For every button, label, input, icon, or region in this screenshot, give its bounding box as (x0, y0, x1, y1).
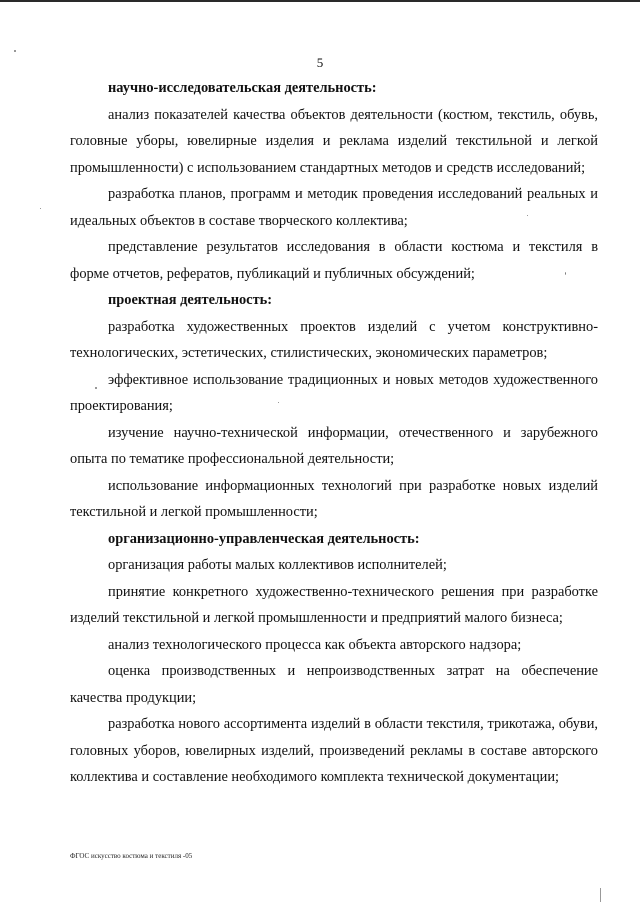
top-border-line (0, 0, 640, 2)
scan-speck (527, 215, 528, 216)
page-number: 5 (316, 55, 324, 70)
body-paragraph: анализ технологического процесса как объекта авторского надзора; (108, 636, 522, 653)
scan-speck (95, 387, 97, 389)
section-heading: научно-исследовательская деятельность: (108, 80, 377, 96)
page-footer: ФГОС искусство костюма и текстиля -05 (70, 852, 193, 860)
scan-speck (40, 208, 41, 209)
body-paragraph: организация работы малых коллективов исполнителей; (108, 557, 447, 573)
body-paragraph: использование информационных технологий при разработке новых изделий текстильной и легкой промышленности; (70, 477, 598, 520)
body-paragraph: оценка производственных и непроизводственных затрат на обеспечение качества продукции; (70, 663, 598, 706)
section-heading: организационно-управленческая деятельность: (108, 530, 420, 547)
section-heading: проектная деятельность: (108, 292, 273, 308)
body-paragraph: разработка планов, программ и методик проведения исследований реальных и идеальных объектов в составе творческого коллектива; (70, 186, 598, 229)
body-paragraph: разработка нового ассортимента изделий в области текстиля, трикотажа, обуви, головных уборов, ювелирных изделий, произведений рекламы в составе авторского коллектива и составление необходимого комплекта технической документации; (70, 716, 598, 785)
scan-speck (565, 272, 566, 275)
scan-speck (14, 50, 16, 52)
document-body (70, 75, 598, 791)
scan-hairline (600, 888, 601, 902)
body-paragraph: разработка художественных проектов изделий с учетом конструктивно-технологических, эстетических, стилистических, экономических параметров; (70, 318, 598, 361)
body-paragraph: анализ показателей качества объектов деятельности (костюм, текстиль, обувь, головные уборы, ювелирные изделия и реклама изделий текстильной и легкой промышленности) с использованием стандартных методов и средств исследований; (70, 106, 598, 176)
body-paragraph: изучение научно-технической информации, отечественного и зарубежного опыта по тематике профессиональной деятельности; (70, 424, 598, 467)
body-paragraph: представление результатов исследования в области костюма и текстиля в форме отчетов, рефератов, публикаций и публичных обсуждений; (70, 239, 598, 282)
body-paragraph: принятие конкретного художественно-технического решения при разработке изделий текстильной и легкой промышленности и предприятий малого бизнеса; (70, 583, 598, 626)
scan-speck (278, 402, 279, 403)
body-paragraph: эффективное использование традиционных и новых методов художественного проектирования; (70, 371, 598, 414)
